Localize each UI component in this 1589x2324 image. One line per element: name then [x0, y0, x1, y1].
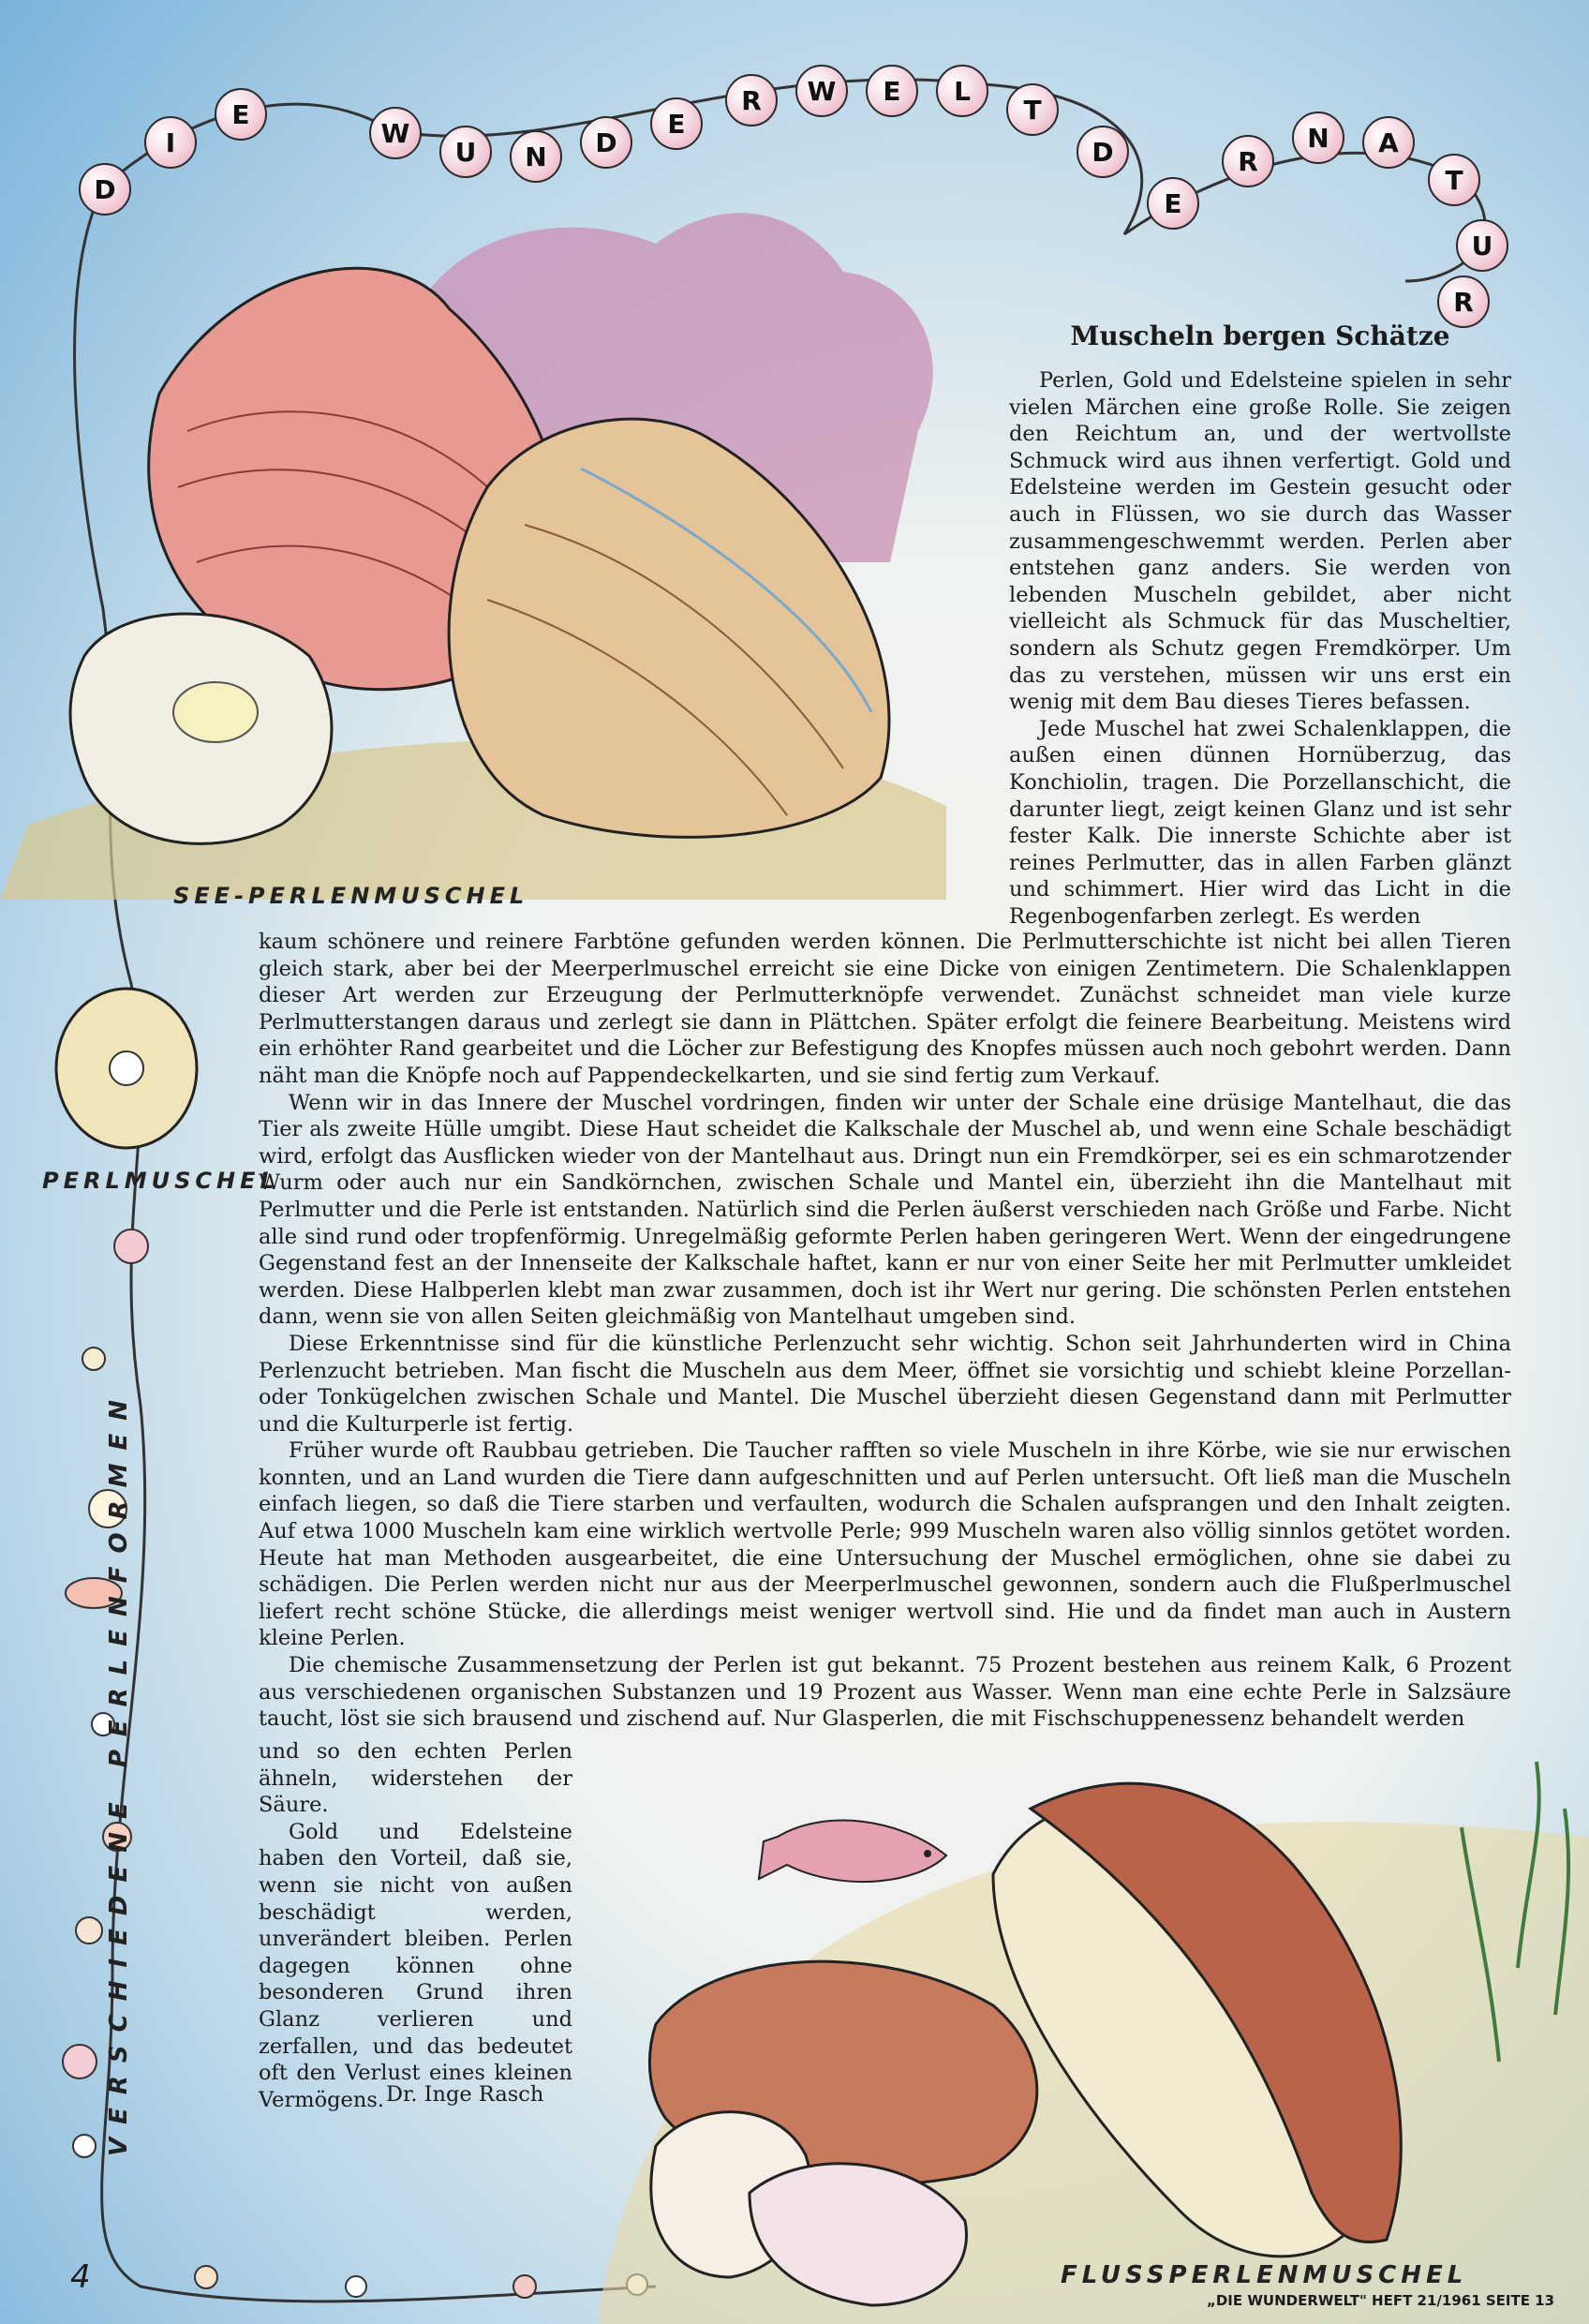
- label-see-perlenmuschel: SEE-PERLENMUSCHEL: [173, 883, 529, 909]
- title-bead: E: [866, 65, 918, 117]
- article-column-right: [1009, 367, 1511, 930]
- label-flussperlenmuschel: FLUSSPERLENMUSCHEL: [1061, 2261, 1468, 2289]
- paragraph: Perlen, Gold und Edelsteine spielen in sehr vielen Märchen eine große Rolle. Sie zeigen den Reichtum an, und der wertvollste Schmuck wird aus ihnen verfertigt. Gold und Edelsteine werden im Gestein gesucht oder auch in Flüssen, wo sie durch das Wasser zusammengeschwemmt werden. Perlen aber entstehen ganz anders. Sie werden von lebenden Muscheln gebildet, aber nicht vielleicht als Schmuck für das Muscheltier, sondern als Schutz gegen Fremdkörper. Um das zu verstehen, müssen wir uns erst ein wenig mit dem Bau dieses Tieres befassen.: [1009, 368, 1511, 715]
- footer-credit: „DIE WUNDERWELT" HEFT 21/1961 SEITE 13: [1207, 2292, 1555, 2309]
- article-column-left: [259, 1738, 572, 2113]
- paragraph: kaum schönere und reinere Farbtöne gefunden werden können. Die Perlmutterschichte ist nicht bei allen Tieren gleich stark, aber bei der Meerperlmuschel erreicht sie eine Dicke von einigen Zentimetern. Die Schalenklappen dieser Art werden zur Erzeugung der Perlmutterknöpfe verwendet. Zunächst schneidet man viele kurze Perlmutterstangen daraus und zerlegt sie dann in Plättchen. Später erfolgt die feinere Bearbeitung. Meistens wird ein erhöhter Rand gearbeitet und die Löcher zur Befestigung des Knopfes müssen auch noch gebohrt werden. Dann näht man die Knöpfe noch auf Pappendeckelkarten, und sie sind fertig zum Verkauf.: [259, 930, 1511, 1088]
- label-perlmuschel: PERLMUSCHEL: [42, 1168, 279, 1194]
- label-perlenformen: VERSCHIEDENE PERLENFORMEN: [105, 1386, 133, 2156]
- title-bead: R: [1437, 276, 1490, 328]
- paragraph: Früher wurde oft Raubbau getrieben. Die Taucher rafften so viele Muscheln in ihre Körbe, wie sie nur erwischen konnten, und an Land wurden die Tiere dann aufgeschnitten und auf Perlen untersucht. Oft ließ man die Muscheln einfach liegen, so daß die Tiere starben und verfaulten, wodurch die Schalen aufsprangen und den Inhalt zeigten. Auf etwa 1000 Muscheln kam eine wirklich wertvolle Perle; 999 Muscheln waren also völlig sinnlos getötet worden. Heute hat man Methoden ausgearbeitet, die eine Untersuchung der Muschel ermöglichen, ohne sie dabei zu schädigen. Die Perlen werden nicht nur aus der Meerperlmuschel gewonnen, sondern auch die Flußperlmuschel liefert recht schöne Stücke, die allerdings meist weniger wertvoll sind. Hie und da findet man auch in Austern kleine Perlen.: [259, 1438, 1511, 1651]
- title-bead: D: [79, 163, 131, 216]
- title-bead: U: [1456, 219, 1508, 272]
- title-bead: R: [1222, 135, 1274, 187]
- title-bead: D: [580, 116, 632, 169]
- article-column-wide: [259, 929, 1511, 1733]
- title-bead: I: [144, 116, 197, 169]
- author: Dr. Inge Rasch: [386, 2082, 544, 2107]
- title-bead: D: [1077, 126, 1129, 178]
- title-bead: T: [1428, 154, 1480, 206]
- title-bead: R: [725, 74, 778, 127]
- title-bead: N: [510, 130, 562, 183]
- paragraph: und so den echten Perlen ähneln, widerstehen der Säure.: [259, 1739, 572, 1818]
- paragraph: Die chemische Zusammensetzung der Perlen ist gut bekannt. 75 Prozent bestehen aus reinem Kalk, 6 Prozent aus verschiedenen organischen Substanzen und 19 Prozent aus Wasser. Wenn man eine echte Perle in Salzsäure taucht, löst sie sich brausend und zischend auf. Nur Glasperlen, die mit Fischschuppenessenz behandelt werden: [259, 1653, 1511, 1732]
- paragraph: Jede Muschel hat zwei Schalenklappen, die außen einen dünnen Hornüberzug, das Konchiolin, tragen. Die Porzellanschicht, die darunter liegt, zeigt keinen Glanz und ist sehr fester Kalk. Die innerste Schichte aber ist reines Perlmutter, das in allen Farben glänzt und schimmert. Hier wird das Licht in die Regenbogenfarben zerlegt. Es werden: [1009, 716, 1511, 929]
- title-bead: W: [369, 107, 422, 159]
- title-bead: E: [215, 88, 267, 141]
- article-headline: Muscheln bergen Schätze: [1070, 320, 1450, 351]
- pearl-cluster: [173, 682, 258, 742]
- paragraph: Gold und Edelsteine haben den Vorteil, daß sie, wenn sie nicht von außen beschädigt werden, unverändert bleiben. Perlen dagegen können ohne besonderen Grund ihren Glanz verlieren und zerfallen, und das bedeutet oft den Verlust eines kleinen Vermögens.: [259, 1819, 572, 2112]
- paragraph: Wenn wir in das Innere der Muschel vordringen, finden wir unter der Schale eine drüsige Mantelhaut, die das Tier als zweite Hülle umgibt. Diese Haut scheidet die Kalkschale der Muschel ab, und wenn eine Schale beschädigt wird, erfolgt das Ausflicken wieder von der Mantelhaut aus. Dringt nun ein Fremdkörper, sei es ein schmarotzender Wurm oder auch nur ein Sandkörnchen, zwischen Schale und Mantel ein, überzieht ihn die Mantelhaut mit Perlmutter und die Perle ist entstanden. Natürlich sind die Perlen äußerst verschieden nach Größe und Farbe. Nicht alle sind rund oder tropfenförmig. Unregelmäßig geformte Perlen haben geringeren Wert. Wenn der eingedrungene Gegenstand fest an der Innenseite der Kalkschale haftet, kann er nur von einer Seite her mit Perlmutter umkleidet werden. Diese Halbperlen klebt man zwar zusammen, doch ist ihr Wert nur gering. Die schönsten Perlen entstehen dann, wenn sie von allen Seiten gleichmäßig von Mantelhaut umgeben sind.: [259, 1090, 1511, 1330]
- title-bead: T: [1006, 83, 1059, 136]
- title-bead: N: [1292, 112, 1344, 164]
- title-bead: U: [439, 126, 492, 178]
- fish: [759, 1821, 946, 1883]
- title-bead: E: [1147, 177, 1199, 230]
- paragraph: Diese Erkenntnisse sind für die künstliche Perlenzucht sehr wichtig. Schon seit Jahrhunderten wird in China Perlenzucht betrieben. Man fischt die Muscheln aus dem Meer, öffnet sie vorsichtig und schiebt kleine Porzellan- oder Tonkügelchen zwischen Schale und Mantel. Die Muschel überzieht diesen Gegenstand dann mit Perlmutter und die Kulturperle ist fertig.: [259, 1331, 1511, 1437]
- title-bead: A: [1362, 116, 1415, 169]
- title-bead: L: [936, 65, 988, 117]
- title-bead: W: [795, 65, 848, 117]
- title-bead: E: [650, 97, 703, 150]
- page-number: 4: [70, 2258, 91, 2296]
